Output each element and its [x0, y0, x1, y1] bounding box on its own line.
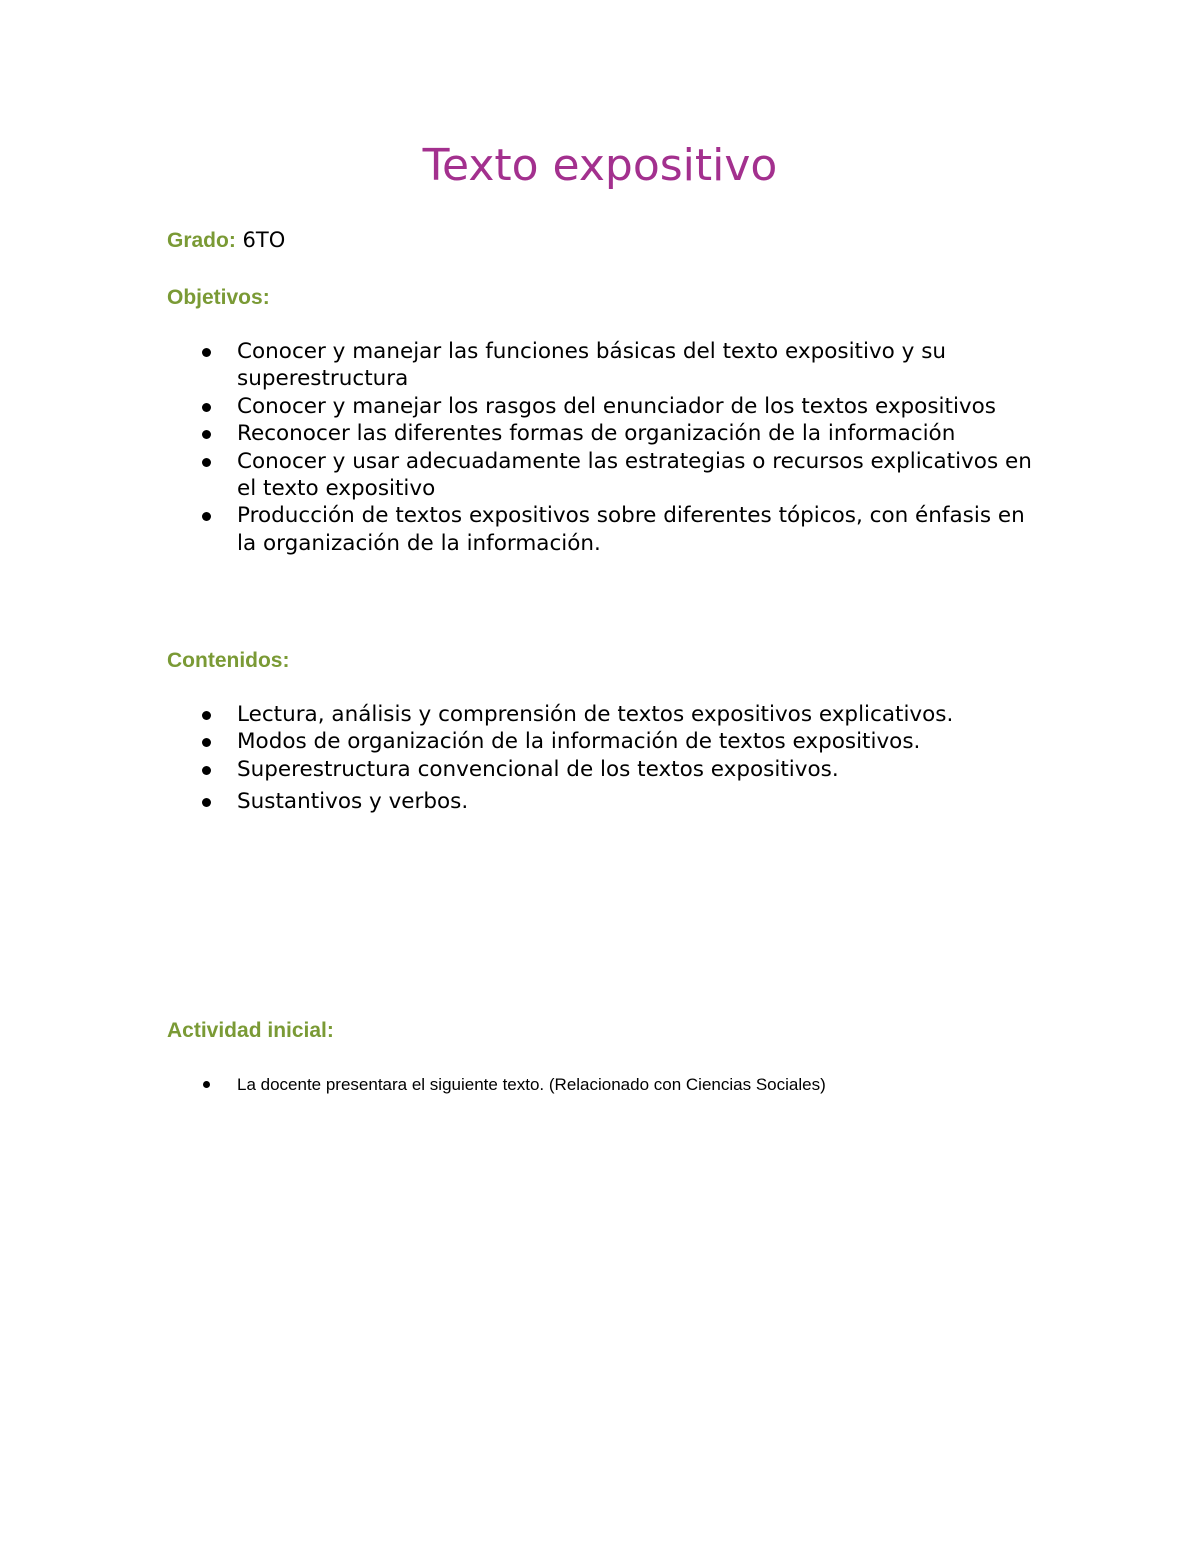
- actividad-inicial-heading: Actividad inicial:: [167, 1019, 334, 1042]
- actividad-text: La docente presentara el siguiente texto. (Relacionado con Ciencias Sociales): [237, 1075, 826, 1094]
- list-item: [200, 338, 1040, 393]
- bullet-icon: [202, 711, 211, 720]
- objetivo-text: Reconocer las diferentes formas de organización de la información: [237, 421, 956, 447]
- contenido-text: Modos de organización de la información de textos expositivos.: [237, 729, 921, 755]
- actividad-inicial-list: [200, 1073, 1040, 1097]
- objetivo-text: Conocer y usar adecuadamente las estrategias o recursos explicativos en el texto expositivo: [237, 448, 1032, 502]
- bullet-icon: [202, 430, 211, 439]
- bullet-icon: [203, 1081, 210, 1088]
- contenido-text: Superestructura convencional de los textos expositivos.: [237, 756, 839, 782]
- list-item: [200, 788, 1040, 815]
- objetivos-list: [200, 338, 1040, 557]
- contenido-text: Lectura, análisis y comprensión de textos expositivos explicativos.: [237, 702, 954, 727]
- list-item: [200, 728, 1040, 755]
- bullet-icon: [202, 348, 211, 357]
- grado-label: Grado:: [167, 229, 236, 252]
- list-item: [200, 420, 1040, 447]
- objetivo-text: Conocer y manejar las funciones básicas del texto expositivo y su superestructura: [237, 339, 947, 392]
- objetivos-heading: Objetivos:: [167, 286, 270, 309]
- list-item: [200, 393, 1040, 420]
- bullet-icon: [202, 798, 211, 807]
- bullet-icon: [202, 738, 211, 747]
- list-item: [200, 701, 1040, 728]
- grado-field: [167, 226, 285, 255]
- grado-value: 6TO: [242, 228, 286, 252]
- contenidos-list: [200, 701, 1040, 816]
- bullet-icon: [202, 458, 211, 467]
- objetivo-text: Conocer y manejar los rasgos del enunciador de los textos expositivos: [237, 393, 996, 419]
- contenido-text: Sustantivos y verbos.: [237, 789, 469, 815]
- bullet-icon: [202, 403, 211, 412]
- list-item: [200, 502, 1040, 557]
- objetivo-text: Producción de textos expositivos sobre diferentes tópicos, con énfasis en la organización de la información.: [237, 503, 1025, 556]
- bullet-icon: [202, 766, 211, 775]
- list-item: [200, 1073, 1040, 1097]
- list-item: [200, 448, 1040, 503]
- page-title: Texto expositivo: [422, 140, 778, 191]
- list-item: [200, 756, 1040, 783]
- contenidos-heading: Contenidos:: [167, 649, 290, 672]
- bullet-icon: [202, 512, 211, 521]
